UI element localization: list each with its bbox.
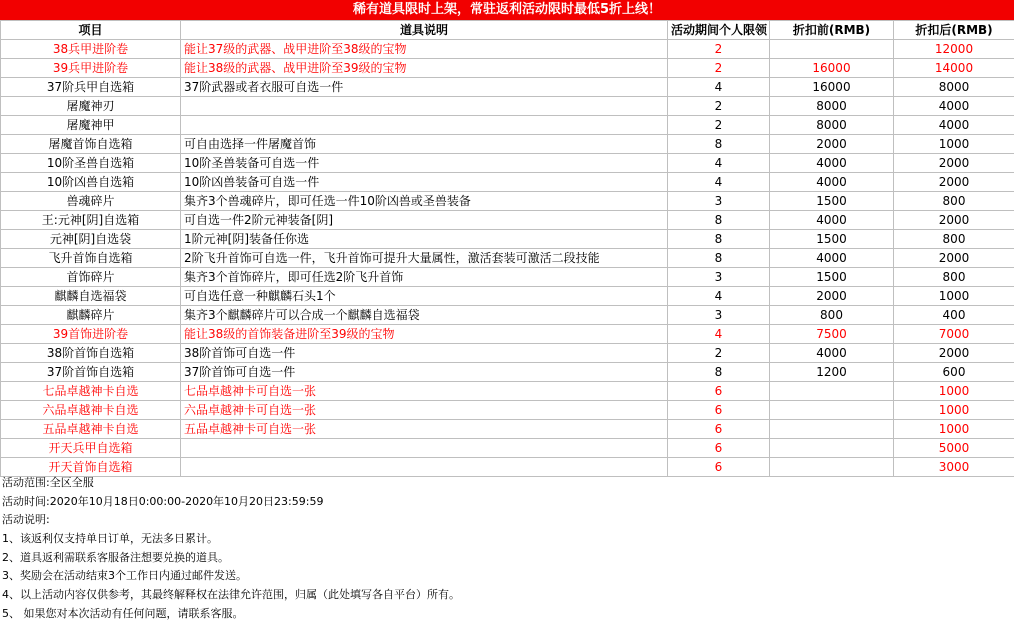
table-row	[1, 116, 1014, 135]
item-name-cell: 麒麟自选福袋	[1, 287, 181, 306]
table-row	[1, 439, 1014, 458]
limit-cell: 2	[668, 59, 770, 78]
price-before-cell	[770, 382, 894, 401]
item-description-cell: 能让37级的武器、战甲进阶至38级的宝物	[181, 40, 668, 59]
item-name-cell: 屠魔神刃	[1, 97, 181, 116]
header-price-after: 折扣后(RMB)	[894, 21, 1014, 40]
table-row	[1, 97, 1014, 116]
table-row	[1, 230, 1014, 249]
limit-cell: 8	[668, 249, 770, 268]
table-row	[1, 173, 1014, 192]
item-name-cell: 王:元神[阴]自选箱	[1, 211, 181, 230]
price-before-cell: 1200	[770, 363, 894, 382]
limit-cell: 8	[668, 135, 770, 154]
item-name-cell: 39兵甲进阶卷	[1, 59, 181, 78]
activity-notes	[2, 474, 1002, 624]
limit-cell: 6	[668, 420, 770, 439]
item-name-cell: 元神[阴]自选袋	[1, 230, 181, 249]
item-description-cell	[181, 116, 668, 135]
limit-cell: 2	[668, 116, 770, 135]
limit-cell: 2	[668, 344, 770, 363]
note-line: 4、以上活动内容仅供参考，其最终解释权在法律允许范围，归属（此处填写各自平台）所有。	[2, 588, 460, 602]
item-name-cell: 38兵甲进阶卷	[1, 40, 181, 59]
item-name-cell: 10阶凶兽自选箱	[1, 173, 181, 192]
price-before-cell: 800	[770, 306, 894, 325]
price-after-cell: 3000	[894, 458, 1014, 477]
limit-cell: 4	[668, 78, 770, 97]
table-row	[1, 401, 1014, 420]
limit-cell: 8	[668, 363, 770, 382]
price-after-cell: 2000	[894, 344, 1014, 363]
limit-cell: 3	[668, 192, 770, 211]
table-row	[1, 40, 1014, 59]
item-name-cell: 37阶兵甲自选箱	[1, 78, 181, 97]
price-before-cell	[770, 401, 894, 420]
table-row	[1, 363, 1014, 382]
note-line: 5、 如果您对本次活动有任何问题，请联系客服。	[2, 606, 244, 620]
table-row	[1, 287, 1014, 306]
price-after-cell: 12000	[894, 40, 1014, 59]
price-after-cell: 800	[894, 230, 1014, 249]
price-before-cell: 4000	[770, 344, 894, 363]
price-before-cell	[770, 439, 894, 458]
price-before-cell: 4000	[770, 211, 894, 230]
price-before-cell: 16000	[770, 59, 894, 78]
item-description-cell: 2阶飞升首饰可自选一件，飞升首饰可提升大量属性，激活套装可激活二段技能	[181, 249, 668, 268]
price-before-cell: 4000	[770, 249, 894, 268]
limit-cell: 4	[668, 154, 770, 173]
note-line: 2、道具返利需联系客服备注想要兑换的道具。	[2, 550, 229, 564]
item-description-cell: 能让38级的首饰装备进阶至39级的宝物	[181, 325, 668, 344]
limit-cell: 3	[668, 306, 770, 325]
item-description-cell: 10阶圣兽装备可自选一件	[181, 154, 668, 173]
item-description-cell: 七品卓越神卡可自选一张	[181, 382, 668, 401]
price-after-cell: 7000	[894, 325, 1014, 344]
item-description-cell: 可自由选择一件屠魔首饰	[181, 135, 668, 154]
table-row	[1, 325, 1014, 344]
item-description-cell	[181, 439, 668, 458]
promo-banner: 稀有道具限时上架，常驻返利活动限时最低5折上线！	[0, 0, 1014, 20]
item-name-cell: 兽魂碎片	[1, 192, 181, 211]
table-row	[1, 154, 1014, 173]
limit-cell: 4	[668, 287, 770, 306]
limit-cell: 2	[668, 97, 770, 116]
item-name-cell: 六品卓越神卡自选	[1, 401, 181, 420]
item-description-cell: 集齐3个麒麟碎片可以合成一个麒麟自选福袋	[181, 306, 668, 325]
price-before-cell: 2000	[770, 135, 894, 154]
table-row	[1, 192, 1014, 211]
item-name-cell: 飞升首饰自选箱	[1, 249, 181, 268]
item-name-cell: 37阶首饰自选箱	[1, 363, 181, 382]
table-row	[1, 420, 1014, 439]
price-before-cell: 1500	[770, 268, 894, 287]
item-name-cell: 屠魔首饰自选箱	[1, 135, 181, 154]
price-before-cell: 4000	[770, 173, 894, 192]
price-before-cell: 4000	[770, 154, 894, 173]
price-after-cell: 2000	[894, 211, 1014, 230]
item-name-cell: 开天首饰自选箱	[1, 458, 181, 477]
item-name-cell: 麒麟碎片	[1, 306, 181, 325]
table-row	[1, 306, 1014, 325]
note-line: 3、奖励会在活动结束3个工作日内通过邮件发送。	[2, 569, 247, 583]
price-before-cell: 8000	[770, 116, 894, 135]
table-row	[1, 249, 1014, 268]
limit-cell: 4	[668, 173, 770, 192]
price-before-cell: 7500	[770, 325, 894, 344]
price-after-cell: 14000	[894, 59, 1014, 78]
item-name-cell: 七品卓越神卡自选	[1, 382, 181, 401]
price-after-cell: 400	[894, 306, 1014, 325]
price-before-cell: 2000	[770, 287, 894, 306]
limit-cell: 6	[668, 401, 770, 420]
price-after-cell: 600	[894, 363, 1014, 382]
item-name-cell: 开天兵甲自选箱	[1, 439, 181, 458]
item-description-cell: 集齐3个首饰碎片，即可任选2阶飞升首饰	[181, 268, 668, 287]
table-row	[1, 135, 1014, 154]
item-description-cell: 能让38级的武器、战甲进阶至39级的宝物	[181, 59, 668, 78]
item-description-cell: 可自选一件2阶元神装备[阴]	[181, 211, 668, 230]
price-after-cell: 4000	[894, 116, 1014, 135]
price-after-cell: 1000	[894, 287, 1014, 306]
item-description-cell: 1阶元神[阴]装备任你选	[181, 230, 668, 249]
price-after-cell: 2000	[894, 154, 1014, 173]
limit-cell: 6	[668, 382, 770, 401]
price-before-cell: 1500	[770, 192, 894, 211]
price-after-cell: 800	[894, 268, 1014, 287]
price-before-cell	[770, 40, 894, 59]
limit-cell: 4	[668, 325, 770, 344]
note-line: 活动说明:	[2, 513, 50, 527]
item-name-cell: 五品卓越神卡自选	[1, 420, 181, 439]
price-after-cell: 2000	[894, 173, 1014, 192]
item-description-cell: 集齐3个兽魂碎片，即可任选一件10阶凶兽或圣兽装备	[181, 192, 668, 211]
price-after-cell: 5000	[894, 439, 1014, 458]
price-after-cell: 1000	[894, 382, 1014, 401]
item-description-cell: 10阶凶兽装备可自选一件	[181, 173, 668, 192]
item-name-cell: 10阶圣兽自选箱	[1, 154, 181, 173]
table-row	[1, 268, 1014, 287]
item-description-cell: 可自选任意一种麒麟石头1个	[181, 287, 668, 306]
price-before-cell: 8000	[770, 97, 894, 116]
price-after-cell: 1000	[894, 420, 1014, 439]
item-description-cell	[181, 97, 668, 116]
price-after-cell: 8000	[894, 78, 1014, 97]
note-line: 1、该返利仅支持单日订单，无法多日累计。	[2, 532, 218, 546]
header-description: 道具说明	[181, 21, 668, 40]
limit-cell: 3	[668, 268, 770, 287]
item-name-cell: 39首饰进阶卷	[1, 325, 181, 344]
note-line: 活动范围:全区全服	[2, 476, 94, 489]
item-description-cell: 37阶武器或者衣服可自选一件	[181, 78, 668, 97]
limit-cell: 8	[668, 211, 770, 230]
limit-cell: 6	[668, 439, 770, 458]
price-before-cell: 1500	[770, 230, 894, 249]
header-limit: 活动期间个人限领	[668, 21, 770, 40]
header-price-before: 折扣前(RMB)	[770, 21, 894, 40]
table-header-row	[1, 21, 1014, 40]
price-after-cell: 1000	[894, 135, 1014, 154]
limit-cell: 8	[668, 230, 770, 249]
limit-cell: 6	[668, 458, 770, 477]
price-after-cell: 2000	[894, 249, 1014, 268]
price-before-cell: 16000	[770, 78, 894, 97]
table-row	[1, 211, 1014, 230]
item-description-cell: 38阶首饰可自选一件	[181, 344, 668, 363]
header-item: 项目	[1, 21, 181, 40]
promo-table	[0, 20, 1014, 477]
table-row	[1, 59, 1014, 78]
item-description-cell: 五品卓越神卡可自选一张	[181, 420, 668, 439]
item-description-cell: 37阶首饰可自选一件	[181, 363, 668, 382]
note-line: 活动时间:2020年10月18日0:00:00-2020年10月20日23:59:59	[2, 494, 324, 508]
price-before-cell	[770, 420, 894, 439]
price-after-cell: 1000	[894, 401, 1014, 420]
item-description-cell: 六品卓越神卡可自选一张	[181, 401, 668, 420]
table-row	[1, 382, 1014, 401]
table-row	[1, 78, 1014, 97]
item-name-cell: 首饰碎片	[1, 268, 181, 287]
limit-cell: 2	[668, 40, 770, 59]
item-name-cell: 38阶首饰自选箱	[1, 344, 181, 363]
table-row	[1, 344, 1014, 363]
item-name-cell: 屠魔神甲	[1, 116, 181, 135]
price-after-cell: 4000	[894, 97, 1014, 116]
price-after-cell: 800	[894, 192, 1014, 211]
